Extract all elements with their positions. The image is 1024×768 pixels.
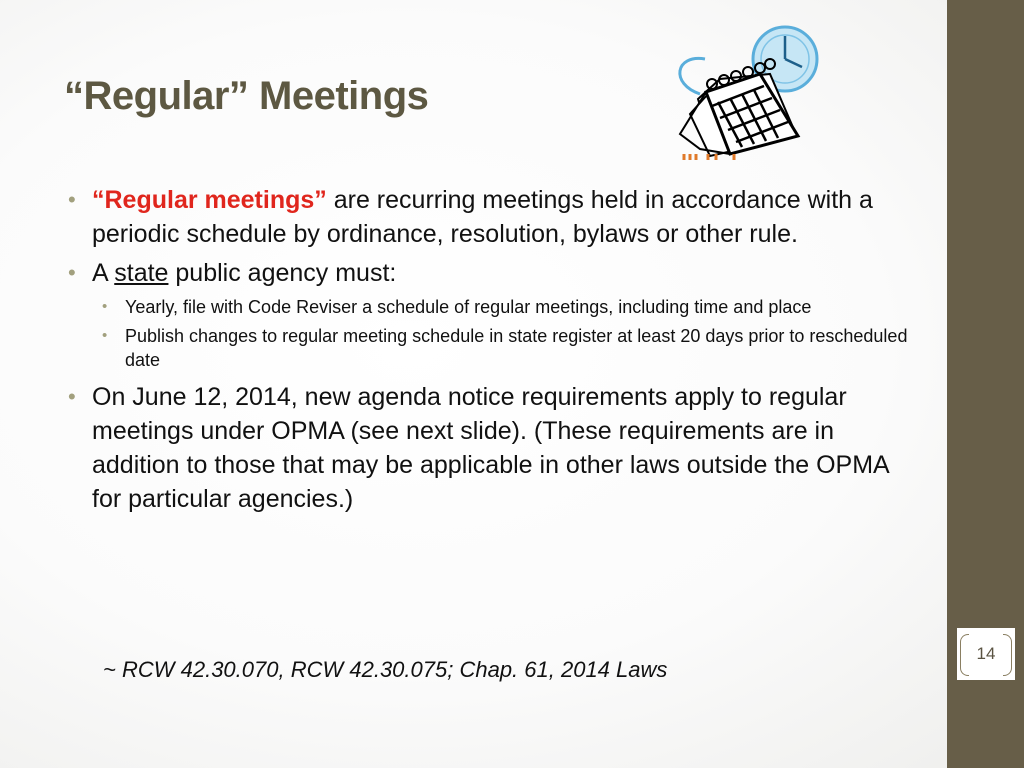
regular-meetings-term: “Regular meetings” [92, 186, 327, 214]
slide-title: “Regular” Meetings [64, 74, 429, 118]
sub-bullet-yearly-filing [68, 295, 908, 319]
slide-number: 14 [976, 644, 996, 663]
right-brace [1003, 634, 1012, 676]
sub-bullet-dot: • [102, 298, 108, 315]
bullet-state-agency [68, 256, 908, 290]
state-underlined: state [114, 259, 169, 287]
citation: ~ RCW 42.30.070, RCW 42.30.075; Chap. 61, 2014 Laws [103, 657, 668, 682]
slide-number-box [957, 628, 1015, 680]
sub-bullet-dot: • [102, 327, 108, 344]
bullet-dot: • [68, 260, 76, 285]
sub-bullet-publish-changes [68, 324, 908, 372]
state-agency-prefix: A [92, 259, 115, 287]
bullet-dot: • [68, 384, 76, 409]
sub-bullet-text: Yearly, file with Code Reviser a schedule of regular meetings, including time and place [125, 297, 812, 317]
bullet-new-agenda-requirements [68, 380, 908, 516]
bullet-dot: • [68, 187, 76, 212]
state-agency-suffix: public agency must: [168, 259, 397, 287]
bullet-regular-meetings [68, 183, 908, 251]
new-agenda-text: On June 12, 2014, new agenda notice requirements apply to regular meetings under OPMA (see next slide). (These requirements are in addition to those that may be applicable in other laws outside the OPMA for particular agencies.) [92, 383, 889, 513]
sub-bullet-text: Publish changes to regular meeting schedule in state register at least 20 days prior to rescheduled date [125, 326, 908, 370]
calendar-clock-icon [660, 14, 825, 164]
regular-meetings-definition: are recurring meetings held in accordance with a periodic schedule by ordinance, resolution, bylaws or other rule. [92, 186, 873, 248]
state-agency-requirements [68, 295, 908, 372]
slide-content [68, 183, 908, 521]
